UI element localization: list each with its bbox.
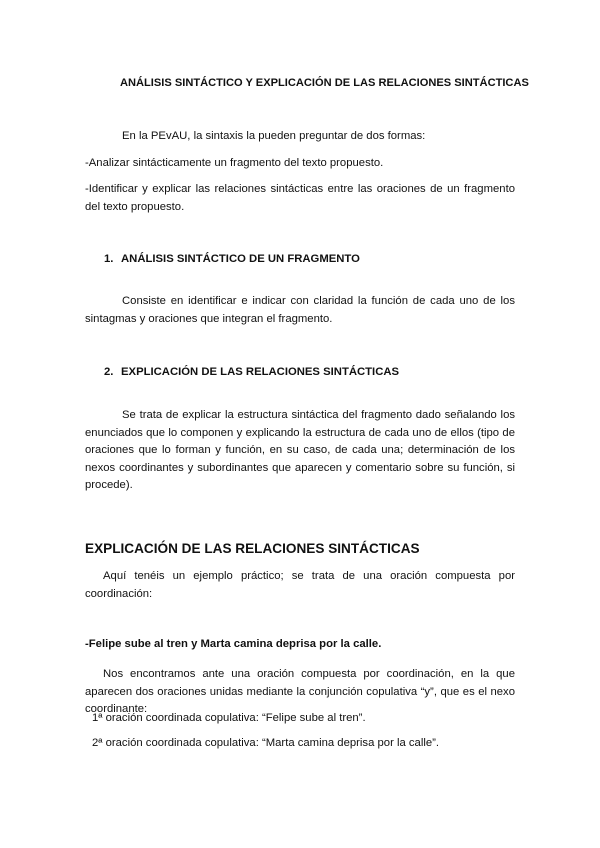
example-explanation: Nos encontramos ante una oración compuesta por coordinación, en la que aparecen dos oraciones unidas mediante la conjunción copulativa “y”, que es el nexo coordinante: <box>85 668 515 715</box>
example-heading: EXPLICACIÓN DE LAS RELACIONES SINTÁCTICAS <box>85 541 420 556</box>
section-1-heading <box>104 253 360 265</box>
section-2-heading <box>104 366 399 378</box>
form-item-2: -Identificar y explicar las relaciones sintácticas entre las oraciones de un fragmento del texto propuesto. <box>85 183 515 213</box>
section-2-body: Se trata de explicar la estructura sintáctica del fragmento dado señalando los enunciados que lo componen y explicando la estructura de cada uno de ellos (tipo de oraciones que lo forman y función, en su caso, de cada una; determinación de los nexos coordinantes y subordinantes que aparecen y comentario sobre su función, si procede). <box>85 409 515 491</box>
section-2-number: 2. <box>104 366 114 378</box>
section-2-title: EXPLICACIÓN DE LAS RELACIONES SINTÁCTICAS <box>121 366 400 378</box>
section-1-body: Consiste en identificar e indicar con claridad la función de cada uno de los sintagmas y oraciones que integran el fragmento. <box>85 295 515 325</box>
section-1-title: ANÁLISIS SINTÁCTICO DE UN FRAGMENTO <box>121 253 360 265</box>
example-sentence: -Felipe sube al tren y Marta camina deprisa por la calle. <box>85 638 382 650</box>
clause-2: 2ª oración coordinada copulativa: “Marta camina deprisa por la calle”. <box>92 737 440 749</box>
form-item-1: -Analizar sintácticamente un fragmento del texto propuesto. <box>85 157 384 169</box>
intro-paragraph: En la PEvAU, la sintaxis la pueden preguntar de dos formas: <box>122 130 426 142</box>
example-intro: Aquí tenéis un ejemplo práctico; se trata de una oración compuesta por coordinación: <box>85 570 515 600</box>
clause-1: 1ª oración coordinada copulativa: “Felipe sube al tren”. <box>92 712 366 724</box>
section-1-number: 1. <box>104 253 114 265</box>
document-title: ANÁLISIS SINTÁCTICO Y EXPLICACIÓN DE LAS RELACIONES SINTÁCTICAS <box>120 77 529 89</box>
